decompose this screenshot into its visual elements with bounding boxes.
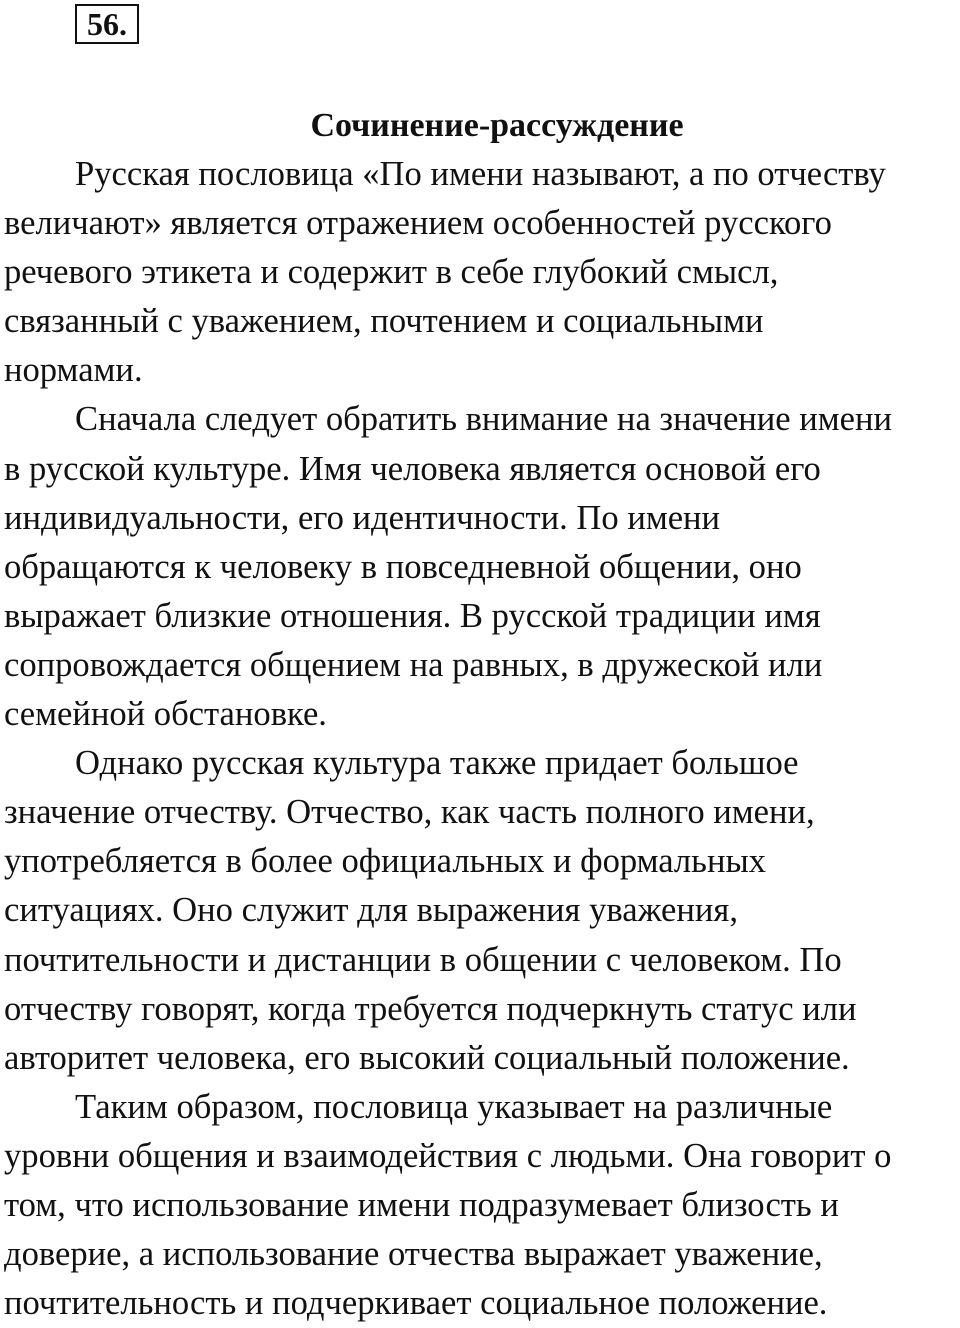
text-line: Сначала следует обратить внимание на значение имени bbox=[75, 400, 893, 439]
text-line: авторитет человека, его высокий социальный положение. bbox=[4, 1038, 850, 1077]
text-line: отчеству говорят, когда требуется подчеркнуть статус или bbox=[4, 989, 857, 1028]
text-line: употребляется в более официальных и формальных bbox=[4, 842, 766, 881]
text-line: почтительности и дистанции в общении с человеком. По bbox=[4, 940, 842, 979]
text-line: семейной обстановке. bbox=[4, 695, 327, 734]
text-line: связанный с уважением, почтением и социальными bbox=[4, 302, 764, 341]
paragraph-2 bbox=[4, 395, 960, 739]
text-line: ситуациях. Оно служит для выражения уважения, bbox=[4, 891, 738, 930]
paragraph-3 bbox=[4, 739, 960, 1083]
text-line: сопровождается общением на равных, в дружеской или bbox=[4, 645, 823, 684]
text-line: Таким образом, пословица указывает на различные bbox=[75, 1087, 833, 1126]
task-number-box: 56. bbox=[75, 4, 139, 44]
essay-title: Сочинение-рассуждение bbox=[310, 107, 684, 144]
text-line: Однако русская культура также придает большое bbox=[75, 744, 799, 783]
text-line: индивидуальности, его идентичности. По имени bbox=[4, 498, 721, 537]
text-line: в русской культуре. Имя человека является основой его bbox=[4, 449, 821, 488]
text-line: величают» является отражением особенностей русского bbox=[4, 204, 832, 243]
text-line: Русская пословица «По имени называют, а по отчеству bbox=[75, 155, 886, 193]
text-line: почтительность и подчеркивает социальное положение. bbox=[4, 1284, 828, 1323]
text-line: уровни общения и взаимодействия с людьми. Она говорит о bbox=[4, 1136, 892, 1175]
essay-body bbox=[4, 150, 960, 1328]
text-line: доверие, а использование отчества выражает уважение, bbox=[4, 1235, 823, 1274]
text-line: обращаются к человеку в повседневной общении, оно bbox=[4, 547, 802, 586]
paragraph-1 bbox=[4, 150, 960, 395]
paragraph-4 bbox=[4, 1083, 960, 1328]
text-line: речевого этикета и содержит в себе глубокий смысл, bbox=[4, 253, 779, 292]
text-line: значение отчеству. Отчество, как часть полного имени, bbox=[4, 793, 815, 832]
text-line: нормами. bbox=[4, 351, 143, 390]
text-line: выражает близкие отношения. В русской традиции имя bbox=[4, 596, 821, 635]
text-line: том, что использование имени подразумевает близость и bbox=[4, 1185, 839, 1224]
